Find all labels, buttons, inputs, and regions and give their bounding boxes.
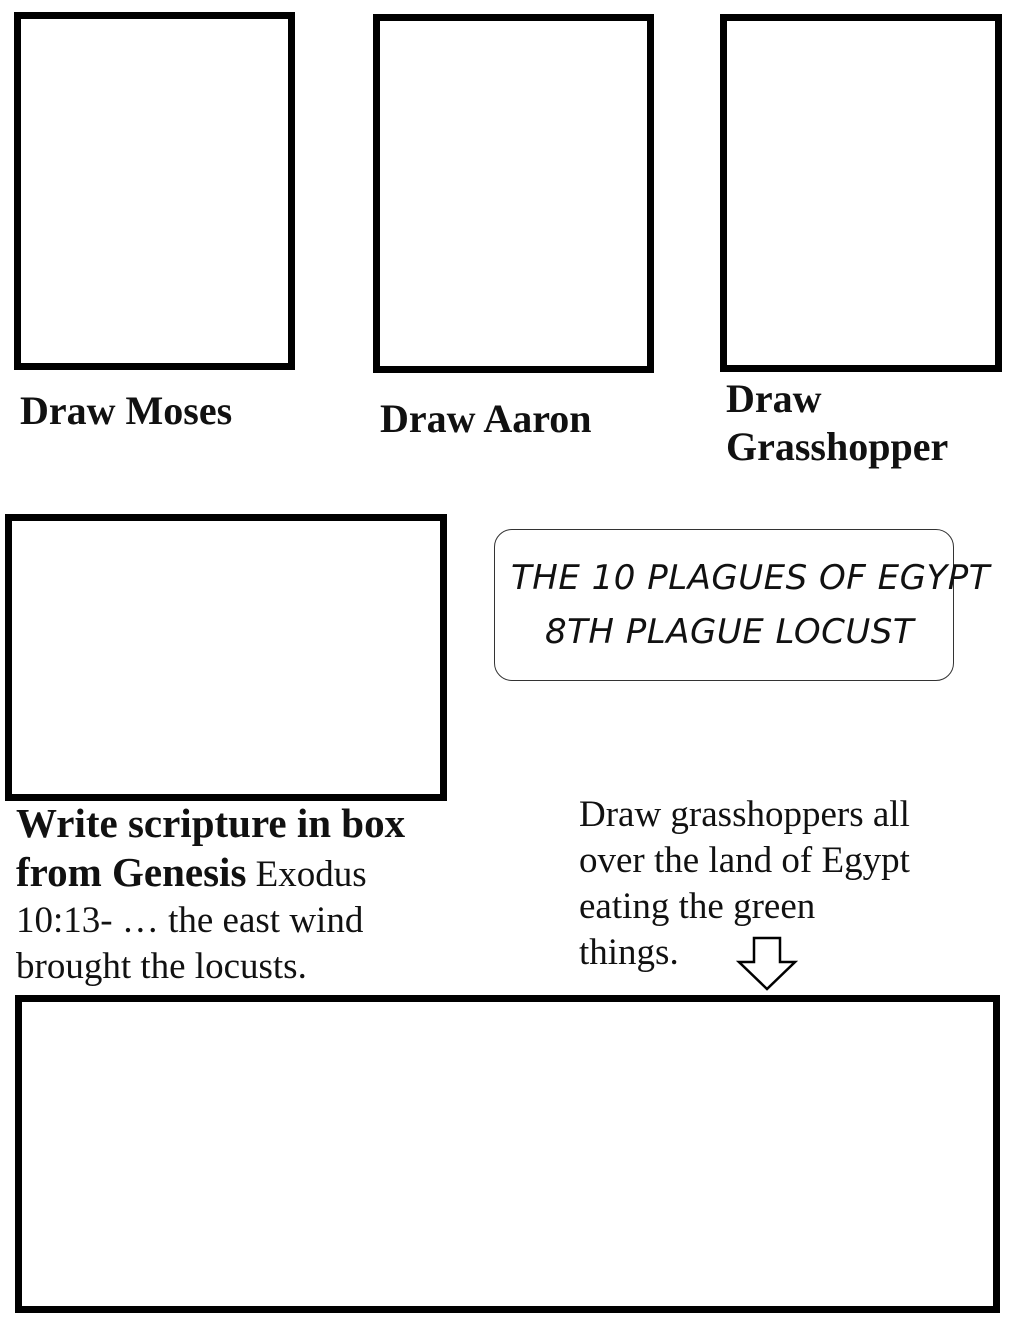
scripture-text-line3: 10:13- … the east wind	[16, 900, 364, 941]
down-arrow-icon	[736, 936, 798, 992]
scripture-instruction	[16, 800, 536, 990]
grasshopper-drawing-box	[720, 14, 1002, 372]
land-of-egypt-drawing-box	[15, 995, 1000, 1313]
moses-label: Draw Moses	[20, 388, 233, 433]
instruction-line4: things.	[579, 932, 679, 973]
instruction-line1: Draw grasshoppers all	[579, 794, 910, 835]
title-line-1: THE 10 PLAGUES OF EGYPT	[511, 558, 990, 598]
aaron-label: Draw Aaron	[380, 396, 592, 441]
instruction-line3: eating the green	[579, 886, 816, 927]
title-box	[494, 529, 990, 681]
moses-drawing-box	[14, 12, 295, 370]
scripture-box	[5, 514, 447, 801]
scripture-text-line4: brought the locusts.	[16, 946, 307, 987]
grasshopper-label-line1: Draw	[726, 376, 822, 421]
scripture-bold-line2: from Genesis	[16, 849, 247, 895]
scripture-text-tail: Exodus	[246, 854, 367, 895]
scripture-bold-line1: Write scripture in box	[16, 800, 406, 846]
aaron-drawing-box	[373, 14, 654, 373]
grasshopper-label-line2: Grasshopper	[726, 424, 949, 469]
title-line-2: 8TH PLAGUE LOCUST	[545, 612, 915, 652]
instruction-line2: over the land of Egypt	[579, 840, 910, 881]
